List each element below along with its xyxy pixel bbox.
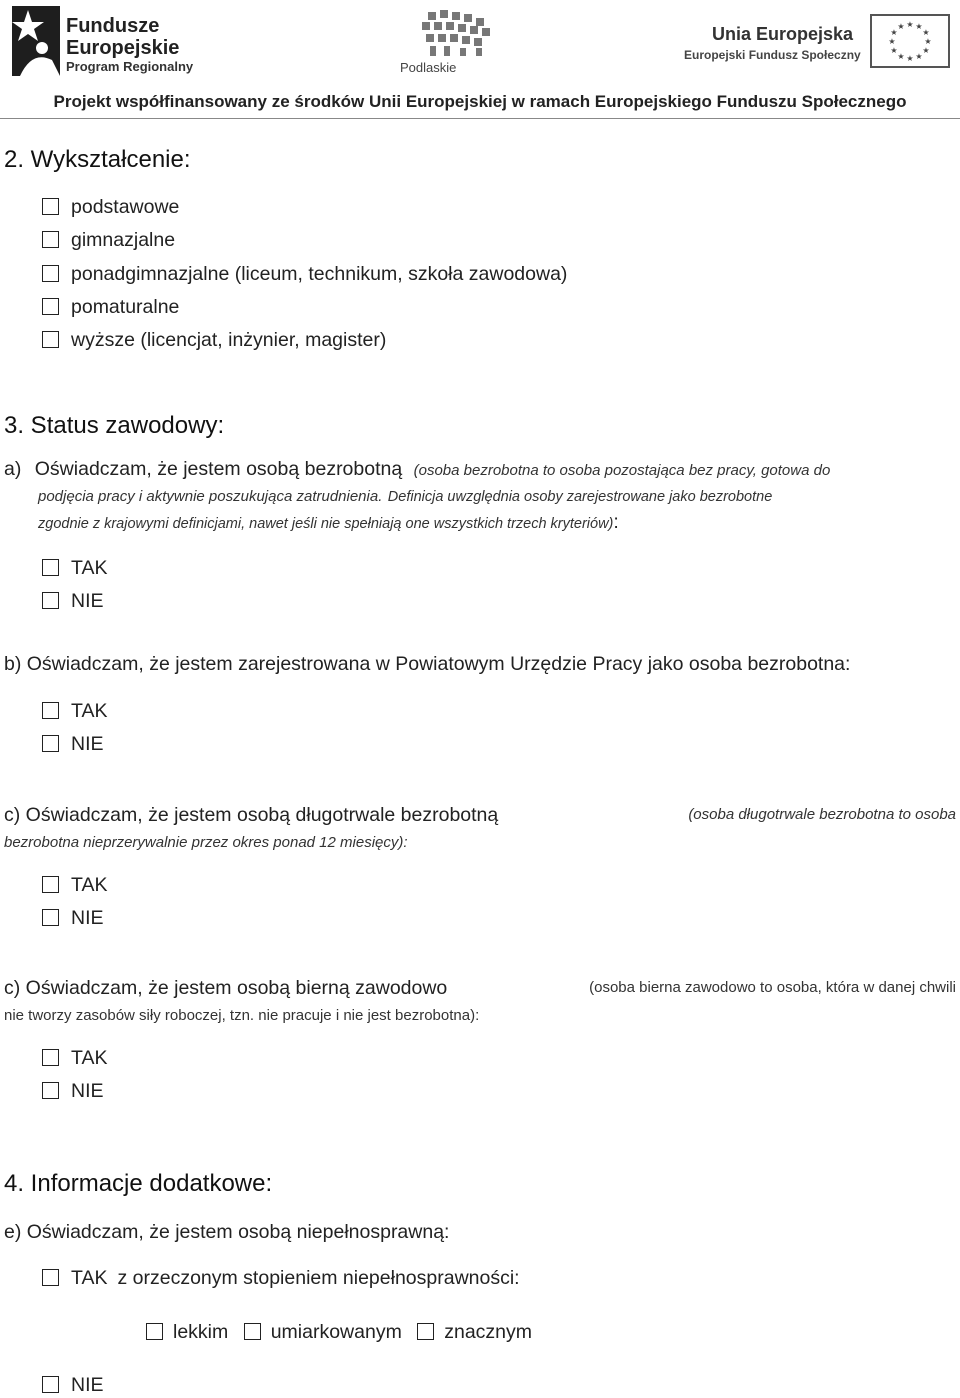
disability-degree-options: [146, 1319, 532, 1345]
yes-label: TAK: [71, 557, 108, 579]
status-a-prefix: a): [4, 458, 22, 480]
option-label: gimnazjalne: [71, 229, 176, 251]
degree-option-umiarkowanym[interactable]: [244, 1321, 402, 1343]
checkbox[interactable]: [42, 1376, 59, 1393]
status-heading: 3. Status zawodowy:: [4, 412, 225, 439]
checkbox[interactable]: [42, 331, 59, 348]
status-c2-note2: nie tworzy zasobów siły roboczej, tzn. nie pracuje i nie jest bezrobotna):: [4, 1007, 480, 1024]
svg-text:★: ★: [888, 37, 896, 46]
disability-yes-detail: z orzeczonym stopieniem niepełnosprawności:: [117, 1267, 520, 1289]
svg-text:★: ★: [922, 28, 930, 37]
no-label: NIE: [71, 590, 104, 612]
fundusze-europejskie-logo: [12, 6, 212, 76]
checkbox[interactable]: [42, 1269, 59, 1286]
status-c2-lead: c) Oświadczam, że jestem osobą bierną zawodowo: [4, 977, 448, 999]
degree-label: umiarkowanym: [270, 1321, 402, 1343]
svg-text:★: ★: [890, 46, 898, 55]
checkbox[interactable]: [42, 592, 59, 609]
option-label: pomaturalne: [71, 296, 180, 318]
checkbox[interactable]: [42, 298, 59, 315]
eu-flag-icon: [870, 14, 950, 68]
additional-heading: 4. Informacje dodatkowe:: [4, 1170, 273, 1197]
degree-label: lekkim: [173, 1321, 229, 1343]
checkbox[interactable]: [42, 909, 59, 926]
education-option[interactable]: [42, 294, 179, 320]
checkbox[interactable]: [42, 231, 59, 248]
svg-text:★: ★: [915, 22, 923, 31]
status-c1-line1: [4, 802, 956, 828]
status-c2-note1: (osoba bierna zawodowo to osoba, która w danej chwili: [589, 979, 956, 996]
degree-option-lekkim[interactable]: [146, 1321, 228, 1343]
status-a-line2: [38, 482, 956, 510]
education-heading: 2. Wykształcenie:: [4, 146, 191, 173]
status-b-text: b) Oświadczam, że jestem zarejestrowana w Powiatowym Urzędzie Pracy jako osoba bezrobotna:: [4, 653, 851, 675]
svg-text:★: ★: [897, 22, 905, 31]
no-label: NIE: [71, 907, 104, 929]
podlaskie-label: Podlaskie: [400, 60, 457, 75]
yes-label: TAK: [71, 874, 108, 896]
checkbox[interactable]: [244, 1323, 261, 1340]
status-c2-yes-option[interactable]: [42, 1045, 107, 1071]
option-label: ponadgimnazjalne (liceum, technikum, szkoła zawodowa): [71, 263, 568, 285]
education-option[interactable]: [42, 327, 386, 353]
status-c1-note2: bezrobotna nieprzerywalnie przez okres ponad 12 miesięcy):: [4, 834, 408, 851]
yes-label: TAK: [71, 1047, 108, 1069]
checkbox[interactable]: [42, 735, 59, 752]
svg-text:★: ★: [915, 52, 923, 61]
status-a-line3: [38, 509, 956, 537]
no-label: NIE: [71, 1080, 104, 1102]
disability-yes-option[interactable]: [42, 1265, 520, 1291]
education-option[interactable]: [42, 227, 175, 253]
header-divider: [0, 118, 960, 119]
status-c1-yes-option[interactable]: [42, 872, 107, 898]
no-label: NIE: [71, 1374, 104, 1396]
disability-question: e) Oświadczam, że jestem osobą niepełnosprawną:: [4, 1221, 450, 1243]
checkbox[interactable]: [417, 1323, 434, 1340]
no-label: NIE: [71, 733, 104, 755]
degree-option-znacznym[interactable]: [417, 1321, 532, 1343]
status-a-line1: [4, 456, 956, 484]
status-c1-no-option[interactable]: [42, 905, 104, 931]
svg-text:★: ★: [906, 54, 914, 63]
svg-text:★: ★: [924, 37, 932, 46]
checkbox[interactable]: [42, 265, 59, 282]
status-a-note1: (osoba bezrobotna to osoba pozostająca bez pracy, gotowa do: [413, 462, 831, 479]
checkbox[interactable]: [42, 1082, 59, 1099]
checkbox[interactable]: [42, 876, 59, 893]
degree-label: znacznym: [444, 1321, 533, 1343]
fe-logo-line1: Fundusze: [66, 15, 160, 37]
eu-logo-line2: Europejski Fundusz Społeczny: [684, 48, 861, 62]
status-a-no-option[interactable]: [42, 588, 104, 614]
fundusze-star-icon: [12, 6, 60, 76]
yes-label: TAK: [71, 700, 108, 722]
status-b-yes-option[interactable]: [42, 698, 107, 724]
status-c2-line2: [4, 1001, 479, 1029]
status-b-no-option[interactable]: [42, 731, 104, 757]
eu-logo-line1: Unia Europejska: [712, 24, 854, 44]
svg-text:★: ★: [890, 28, 898, 37]
fe-logo-line3: Program Regionalny: [66, 59, 194, 74]
status-a-note4: zgodnie z krajowymi definicjami, nawet jeśli nie spełniają one wszystkich trzech kryteriów): [38, 516, 614, 532]
checkbox[interactable]: [42, 559, 59, 576]
podlaskie-logo: [396, 8, 506, 78]
education-option[interactable]: [42, 194, 179, 220]
checkbox[interactable]: [42, 198, 59, 215]
disability-no-option[interactable]: [42, 1372, 104, 1398]
yes-label: TAK: [71, 1267, 108, 1289]
fe-logo-line2: Europejskie: [66, 37, 180, 59]
status-a-colon: :: [613, 511, 619, 533]
svg-text:★: ★: [906, 20, 914, 29]
bison-icon: [396, 8, 506, 60]
checkbox[interactable]: [42, 702, 59, 719]
status-a-note3: Definicja uwzględnia osoby zarejestrowane jako bezrobotne: [387, 489, 773, 505]
unia-europejska-logo: [680, 14, 960, 74]
checkbox[interactable]: [42, 1049, 59, 1066]
education-option[interactable]: [42, 261, 567, 287]
svg-text:★: ★: [922, 46, 930, 55]
status-c1-lead: c) Oświadczam, że jestem osobą długotrwale bezrobotną: [4, 804, 499, 826]
status-c2-no-option[interactable]: [42, 1078, 104, 1104]
status-c1-note1: (osoba długotrwale bezrobotna to osoba: [688, 806, 956, 823]
checkbox[interactable]: [146, 1323, 163, 1340]
svg-text:★: ★: [897, 52, 905, 61]
status-a-note2: podjęcia pracy i aktywnie poszukująca zatrudnienia.: [38, 488, 383, 505]
option-label: podstawowe: [71, 196, 180, 218]
status-c2-line1: [4, 975, 956, 1001]
status-a-lead: Oświadczam, że jestem osobą bezrobotną: [34, 458, 403, 480]
status-a-yes-option[interactable]: [42, 555, 107, 581]
option-label: wyższe (licencjat, inżynier, magister): [71, 329, 387, 351]
status-c1-line2: [4, 828, 408, 856]
project-cofinancing-line: Projekt współfinansowany ze środków Unii Europejskiej w ramach Europejskiego Funduszu Społecznego: [53, 92, 907, 111]
